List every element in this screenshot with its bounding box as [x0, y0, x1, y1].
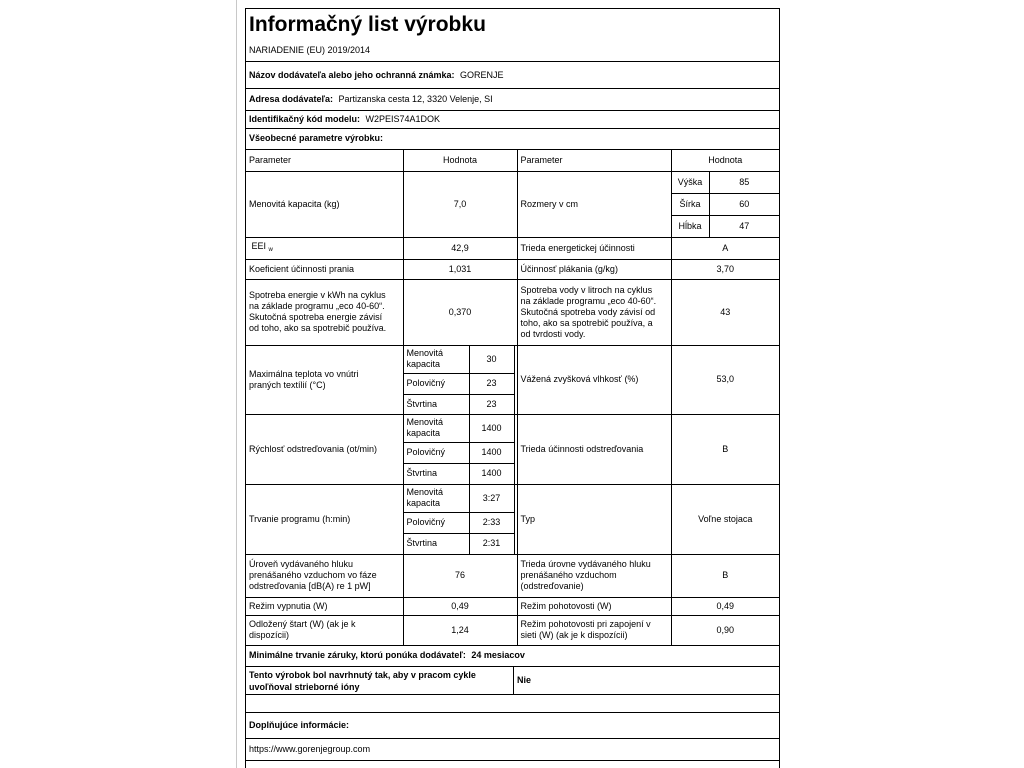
- additional-info-url: https://www.gorenjegroup.com: [249, 744, 371, 754]
- duration-quarter: 2:31: [469, 533, 514, 554]
- model-id-value: W2PEIS74A1DOK: [365, 114, 441, 124]
- energy-class-value: A: [671, 237, 779, 259]
- duration-label: Trvanie programu (h:min): [246, 484, 403, 554]
- parameters-table: [246, 150, 779, 646]
- load-half-label: Polovičný: [403, 512, 469, 533]
- width-label: Šírka: [671, 193, 709, 215]
- model-id-label: Identifikačný kód modelu:: [249, 114, 361, 124]
- spacer-row: [246, 695, 779, 713]
- max-temp-half: 23: [469, 373, 514, 394]
- header: [246, 9, 779, 62]
- noise-label: Úroveň vydávaného hluku prenášaného vzduchom vo fáze odstreďovania [dB(A) re 1 pW]: [246, 554, 403, 597]
- load-half-label: Polovičný: [403, 373, 469, 394]
- depth-label: Hĺbka: [671, 215, 709, 237]
- max-temp-quarter: 23: [469, 394, 514, 414]
- sheet-title: Informačný list výrobku: [249, 13, 486, 36]
- product-info-sheet: [245, 8, 780, 768]
- net-standby-value: 0,90: [671, 615, 779, 645]
- off-mode-value: 0,49: [403, 597, 517, 615]
- warranty-value: 24 mesiacov: [471, 650, 525, 660]
- load-rated-label: Menovitá kapacita: [403, 484, 469, 512]
- supplier-address-row: [246, 89, 779, 111]
- height-value: 85: [709, 171, 779, 193]
- dimensions-label: Rozmery v cm: [517, 171, 671, 237]
- height-label: Výška: [671, 171, 709, 193]
- load-quarter-label: Štvrtina: [403, 463, 469, 484]
- depth-value: 47: [709, 215, 779, 237]
- off-mode-label: Režim vypnutia (W): [246, 597, 403, 615]
- max-temp-rated: 30: [469, 345, 514, 373]
- noise-class-value: B: [671, 554, 779, 597]
- load-quarter-label: Štvrtina: [403, 533, 469, 554]
- rinse-eff-label: Účinnosť plákania (g/kg): [517, 259, 671, 279]
- energy-cons-label: Spotreba energie v kWh na cyklus na základe programu „eco 40-60“. Skutočná spotreba energie závisí od toho, ako sa spotrebič používa.: [246, 279, 403, 345]
- moisture-value: 53,0: [671, 345, 779, 414]
- capacity-value: 7,0: [403, 171, 517, 237]
- load-quarter-label: Štvrtina: [403, 394, 469, 414]
- standby-value: 0,49: [671, 597, 779, 615]
- supplier-address-value: Partizanska cesta 12, 3320 Velenje, SI: [338, 94, 493, 104]
- delay-start-label: Odložený štart (W) (ak je k dispozícii): [246, 615, 403, 645]
- silver-ions-value: Nie: [517, 675, 532, 685]
- col-header-parameter: Parameter: [246, 150, 403, 171]
- table-row: [246, 237, 779, 259]
- supplier-name-value: GORENJE: [460, 70, 504, 80]
- table-row: [246, 484, 779, 512]
- table-row: [246, 345, 779, 373]
- additional-info-row: [246, 713, 779, 739]
- additional-info-label: Doplňujúce informácie:: [249, 720, 350, 730]
- silver-ions-row: [246, 667, 779, 695]
- spin-class-label: Trieda účinnosti odstreďovania: [517, 414, 671, 484]
- warranty-label: Minimálne trvanie záruky, ktorú ponúka dodávateľ:: [249, 650, 466, 660]
- capacity-label: Menovitá kapacita (kg): [246, 171, 403, 237]
- energy-class-label: Trieda energetickej účinnosti: [517, 237, 671, 259]
- load-rated-label: Menovitá kapacita: [403, 345, 469, 373]
- noise-class-label: Trieda úrovne vydávaného hluku prenášaného vzduchom (odstreďovanie): [517, 554, 671, 597]
- col-header-value-2: Hodnota: [671, 150, 779, 171]
- page-edge: [236, 0, 237, 768]
- load-half-label: Polovičný: [403, 442, 469, 463]
- spin-speed-half: 1400: [469, 442, 514, 463]
- supplier-name-label: Názov dodávateľa alebo jeho ochranná známka:: [249, 70, 455, 80]
- water-cons-label: Spotreba vody v litroch na cyklus na základe programu „eco 40-60“. Skutočná spotreba vody závisí od toho, ako sa spotrebič používa, a od tvrdosti vody.: [517, 279, 671, 345]
- wash-coef-label: Koeficient účinnosti prania: [246, 259, 403, 279]
- table-row: [246, 279, 779, 345]
- supplier-address-label: Adresa dodávateľa:: [249, 94, 333, 104]
- width-value: 60: [709, 193, 779, 215]
- noise-value: 76: [403, 554, 517, 597]
- type-label: Typ: [517, 484, 671, 554]
- moisture-label: Vážená zvyšková vlhkosť (%): [517, 345, 671, 414]
- table-row: [246, 171, 779, 193]
- table-row: [246, 615, 779, 645]
- url-row: [246, 739, 779, 761]
- column-divider: [513, 667, 514, 694]
- eei-subscript: w: [268, 246, 273, 253]
- warranty-row: [246, 646, 779, 667]
- rinse-eff-value: 3,70: [671, 259, 779, 279]
- spin-speed-quarter: 1400: [469, 463, 514, 484]
- energy-cons-value: 0,370: [403, 279, 517, 345]
- col-header-parameter-2: Parameter: [517, 150, 671, 171]
- table-row: [246, 414, 779, 442]
- spin-class-value: B: [671, 414, 779, 484]
- spin-speed-label: Rýchlosť odstreďovania (ot/min): [246, 414, 403, 484]
- silver-ions-label: Tento výrobok bol navrhnutý tak, aby v pracom cykle uvoľňoval strieborné ióny: [249, 670, 476, 692]
- water-cons-value: 43: [671, 279, 779, 345]
- regulation-text: NARIADENIE (EU) 2019/2014: [249, 45, 371, 55]
- load-rated-label: Menovitá kapacita: [403, 414, 469, 442]
- spin-speed-rated: 1400: [469, 414, 514, 442]
- table-row: [246, 597, 779, 615]
- standby-label: Režim pohotovosti (W): [517, 597, 671, 615]
- eei-label: EEI $_w$: [246, 237, 403, 259]
- type-value: Voľne stojaca: [671, 484, 779, 554]
- max-temp-label: Maximálna teplota vo vnútri praných textílií (°C): [246, 345, 403, 414]
- model-id-row: [246, 111, 779, 129]
- table-row: [246, 259, 779, 279]
- wash-coef-value: 1,031: [403, 259, 517, 279]
- general-section-title: Všeobecné parametre výrobku:: [249, 133, 384, 143]
- delay-start-value: 1,24: [403, 615, 517, 645]
- duration-rated: 3:27: [469, 484, 514, 512]
- duration-half: 2:33: [469, 512, 514, 533]
- table-header-row: [246, 150, 779, 171]
- supplier-name-row: [246, 61, 779, 89]
- col-header-value: Hodnota: [403, 150, 517, 171]
- general-section-row: [246, 129, 779, 150]
- net-standby-label: Režim pohotovosti pri zapojení v sieti (W) (ak je k dispozícii): [517, 615, 671, 645]
- table-row: [246, 554, 779, 597]
- eei-value: 42,9: [403, 237, 517, 259]
